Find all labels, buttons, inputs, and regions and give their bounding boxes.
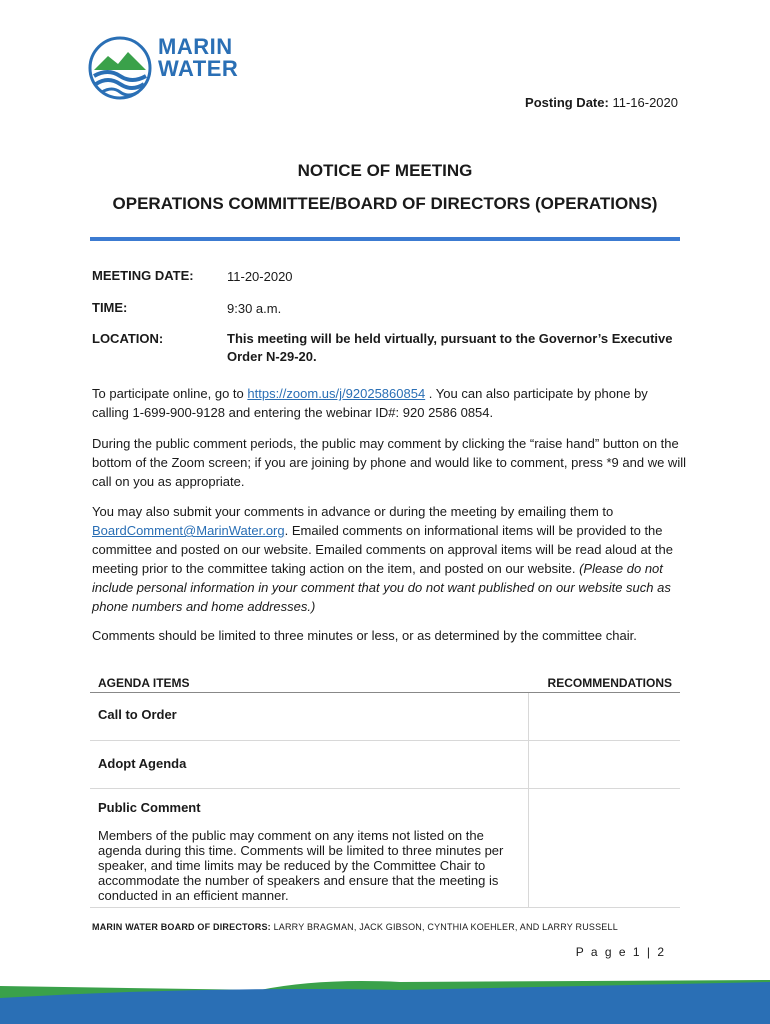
- board-comment-email-link[interactable]: BoardComment@MarinWater.org: [92, 523, 285, 538]
- logo-line2: WATER: [158, 56, 239, 81]
- participate-text-after: . You can also participate by phone by calling 1-699-900-9128 and entering the webinar ID#: 920 2586 0854.: [92, 386, 648, 420]
- board-label: MARIN WATER BOARD OF DIRECTORS:: [92, 922, 271, 932]
- page-number: P a g e 1 | 2: [575, 945, 666, 959]
- comment-limit-paragraph: Comments should be limited to three minutes or less, or as determined by the committee chair.: [92, 628, 637, 643]
- table-row-divider: [90, 907, 680, 908]
- table-column-divider: [528, 693, 529, 907]
- logo-text: [158, 36, 238, 80]
- table-row-divider: [90, 740, 680, 741]
- submit-comments-paragraph: [92, 502, 687, 616]
- participate-paragraph: [92, 384, 687, 422]
- time-label: TIME:: [92, 300, 128, 315]
- zoom-link[interactable]: https://zoom.us/j/92025860854: [247, 386, 426, 401]
- title-divider: [90, 237, 680, 241]
- posting-date: [525, 95, 678, 110]
- agenda-item-call-to-order: Call to Order: [98, 707, 177, 722]
- meeting-date-value: 11-20-2020: [227, 269, 293, 284]
- public-comment-paragraph: During the public comment periods, the public may comment by clicking the “raise hand” button on the bottom of the Zoom screen; if you are joining by phone and would like to comment, press *9 and we will call on you as appropriate.: [92, 436, 686, 489]
- submit-text-after: . Emailed comments on informational items will be provided to the committee and posted on our website. Emailed comments on approval items will be read aloud at the meeting prior to the committee taking action on the item, and posted on our website.: [92, 523, 673, 576]
- page-title-line2: OPERATIONS COMMITTEE/BOARD OF DIRECTORS (OPERATIONS): [112, 194, 658, 213]
- location-label: LOCATION:: [92, 331, 164, 346]
- table-header-divider: [90, 692, 680, 693]
- participate-text-before: To participate online, go to: [92, 386, 248, 401]
- meeting-date-label: MEETING DATE:: [92, 268, 194, 283]
- footer-wave-band: [0, 976, 770, 1024]
- posting-date-value: 11-16-2020: [612, 95, 678, 110]
- time-value: 9:30 a.m.: [227, 301, 282, 316]
- agenda-items-header: AGENDA ITEMS: [98, 676, 190, 690]
- location-value: This meeting will be held virtually, pursuant to the Governor’s Executive Order N-29-20.: [227, 331, 673, 364]
- agenda-item-public-comment: Public Comment: [98, 800, 201, 815]
- recommendations-header: RECOMMENDATIONS: [547, 676, 672, 690]
- agenda-item-adopt-agenda: Adopt Agenda: [98, 756, 187, 771]
- page-title-line1: NOTICE OF MEETING: [297, 161, 473, 180]
- privacy-note: (Please do not include personal information in your comment that you do not want published on our website such as phone numbers and home addresses.): [92, 561, 671, 614]
- submit-text-before: You may also submit your comments in advance or during the meeting by emailing them to: [92, 504, 614, 519]
- public-comment-description: Members of the public may comment on any items not listed on the agenda during this time. Comments will be limited to three minutes per speaker, and time limits may be reduced by the Committee Chair to accommodate the number of speakers and ensure that the meeting is conducted in an efficient manner.: [98, 828, 504, 903]
- table-row-divider: [90, 788, 680, 789]
- board-names: LARRY BRAGMAN, JACK GIBSON, CYNTHIA KOEHLER, AND LARRY RUSSELL: [270, 922, 618, 932]
- board-members-footer: [92, 922, 618, 932]
- posting-date-label: Posting Date:: [525, 95, 609, 110]
- logo-line1: MARIN: [158, 34, 233, 59]
